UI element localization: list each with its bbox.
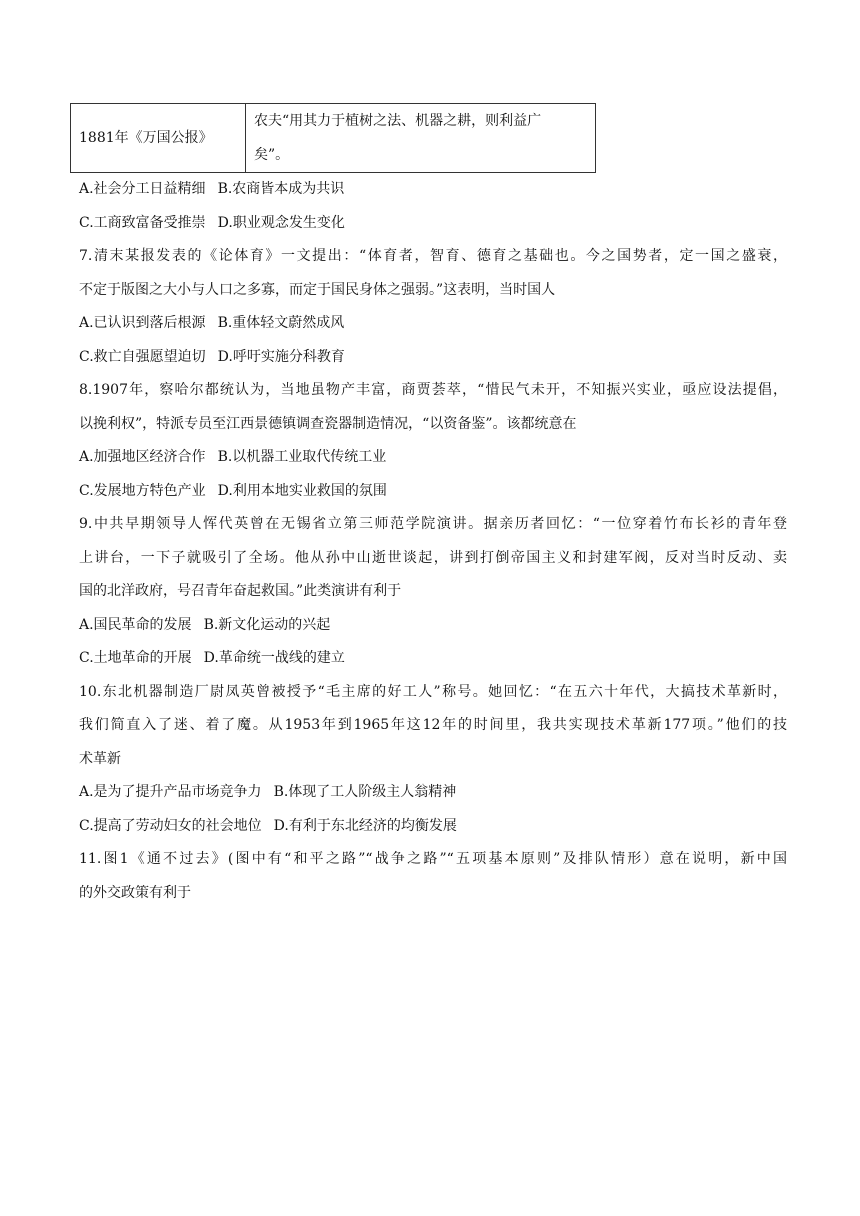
q7-option-b: B.重体轻文蔚然成风 <box>217 315 345 331</box>
q10-option-d: D.有利于东北经济的均衡发展 <box>273 817 457 834</box>
q10-options-row-2 <box>79 810 787 844</box>
q9-option-a: A.国民革命的发展 <box>79 616 192 633</box>
q11-stem-line: 11.图1《通不过去》(图中有“和平之路”“战争之路”“五项基本原则”及排队情形）意在说明，新中国 <box>79 851 787 867</box>
source-table <box>70 103 596 173</box>
table-cell-content <box>246 104 596 173</box>
q10-options-row-1 <box>79 776 787 810</box>
table-row <box>71 104 596 173</box>
question-content <box>79 173 787 910</box>
q10-stem-line: 术革新 <box>79 750 121 767</box>
q7-options-row-1 <box>79 307 787 341</box>
q11-stem <box>79 843 787 910</box>
q7-option-a: A.已认识到落后根源 <box>79 315 206 331</box>
q10-option-a: A.是为了提升产品市场竞争力 <box>79 784 262 800</box>
q7-stem-line: 7.清末某报发表的《论体育》一文提出：“体育者，智育、德育之基础也。今之国势者，定一国之盛衰， <box>79 248 787 264</box>
q8-stem <box>79 374 787 441</box>
q8-stem-line: 8.1907年，察哈尔都统认为，当地虽物产丰富，商贾荟萃，“惜民气未开，不知振兴实业，亟应设法提倡， <box>79 382 787 398</box>
q8-stem-line: 以挽利权”，特派专员至江西景德镇调查瓷器制造情况，“以资备鉴”。该都统意在 <box>79 415 577 432</box>
table-cell-content-line: 农夫“用其力于植树之法、机器之耕，则利益广 <box>254 113 542 129</box>
q6-options-row-1 <box>79 173 787 207</box>
q10-stem-line: 10.东北机器制造厂尉凤英曾被授予“毛主席的好工人”称号。她回忆：“在五六十年代，大搞技术革新时， <box>79 683 787 700</box>
table-cell-source: 1881年《万国公报》 <box>71 104 246 173</box>
q9-stem-line: 国的北洋政府，号召青年奋起救国。”此类演讲有利于 <box>79 583 402 599</box>
q6-option-d: D.职业观念发生变化 <box>217 214 345 231</box>
q10-stem-line: 我们简直入了迷、着了魔。从1953年到1965年这12年的时间里，我共实现技术革新177项。”他们的技 <box>79 717 787 733</box>
q7-option-c: C.救亡自强愿望迫切 <box>79 348 206 365</box>
q9-option-d: D.革命统一战线的建立 <box>203 650 345 666</box>
q8-options-row-2 <box>79 475 787 509</box>
q6-option-a: A.社会分工日益精细 <box>79 181 206 197</box>
q7-options-row-2 <box>79 341 787 375</box>
q9-stem <box>79 508 787 609</box>
q8-option-c: C.发展地方特色产业 <box>79 482 206 499</box>
q9-options-row-2 <box>79 642 787 676</box>
q6-option-c: C.工商致富备受推崇 <box>79 214 206 231</box>
q8-option-b: B.以机器工业取代传统工业 <box>217 449 387 465</box>
q10-stem <box>79 676 787 777</box>
table-cell-content-line: 矣”。 <box>254 147 290 163</box>
q7-stem <box>79 240 787 307</box>
q9-stem-line: 9.中共早期领导人恽代英曾在无锡省立第三师范学院演讲。据亲历者回忆：“一位穿着竹布长衫的青年登 <box>79 516 787 532</box>
q9-option-c: C.土地革命的开展 <box>79 650 192 666</box>
q8-options-row-1 <box>79 441 787 475</box>
q9-option-b: B.新文化运动的兴起 <box>203 616 331 633</box>
q11-stem-line: 的外交政策有利于 <box>79 884 191 901</box>
q10-option-c: C.提高了劳动妇女的社会地位 <box>79 817 262 834</box>
q9-options-row-1 <box>79 609 787 643</box>
q8-option-a: A.加强地区经济合作 <box>79 449 206 465</box>
q9-stem-line: 上讲台，一下子就吸引了全场。他从孙中山逝世谈起，讲到打倒帝国主义和封建军阀，反对当时反动、卖 <box>79 549 787 566</box>
q8-option-d: D.利用本地实业救国的氛围 <box>217 482 387 499</box>
q6-option-b: B.农商皆本成为共识 <box>217 181 345 197</box>
q10-option-b: B.体现了工人阶级主人翁精神 <box>273 784 457 800</box>
q6-options-row-2 <box>79 207 787 241</box>
q7-option-d: D.呼吁实施分科教育 <box>217 348 345 365</box>
q7-stem-line: 不定于版图之大小与人口之多寡，而定于国民身体之强弱。”这表明，当时国人 <box>79 281 556 298</box>
